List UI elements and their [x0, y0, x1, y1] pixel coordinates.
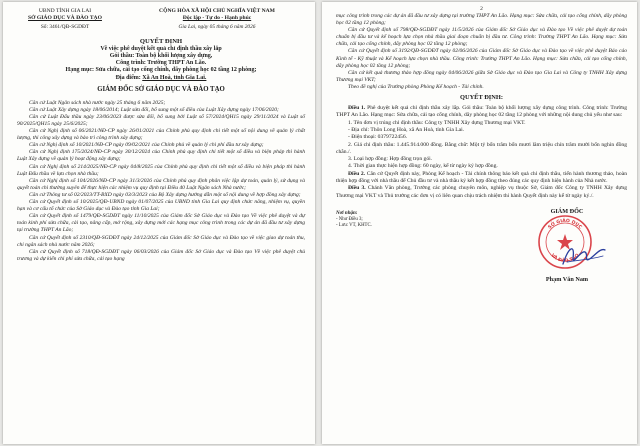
signer-name: Phạm Văn Nam	[545, 275, 589, 283]
legal-basis: Căn cứ Quyết định số 718/QĐ-SGDĐT ngày 06/03/2026 của Giám đốc Sở Giáo dục và Đào tạo Về việc phê duyệt chủ trương và dự kiến chi phí sửa chữa, cải tạo hạng	[17, 248, 305, 262]
national-motto: Độc lập - Tự do - Hạnh phúc	[182, 15, 252, 21]
legal-basis: Căn cứ Quyết định số 10/2025/QĐ-UBND ngày 01/07/2025 của UBND tỉnh Gia Lai quy định chức năng, nhiệm vụ, quyền hạn và cơ cấu tổ chức của Sở Giáo dục và Đào tạo tỉnh Gia Lai;	[17, 199, 305, 213]
article-1-text: Phê duyệt kết quả chỉ định thầu xây lắp. Gói thầu: Toàn bộ khối lượng xây dựng công trình. Công trình: Trường THPT An Lão. Hạng mục: Sửa chữa, cải tạo cổng chính, dãy phòng học 02 tầng 12 phòng với những nội dung chủ yếu như sau:	[336, 105, 628, 119]
legal-basis: Căn cứ Nghị định số 104/2026/NĐ-CP ngày 31/3/2026 của Chính phủ quy định phân việc lập dự toán, quản lý, sử dụng và quyết toán chi thường xuyên để thực hiện các nhiệm vụ quy định tại Điều 40 Luật Ngân sách Nhà nước;	[17, 177, 305, 191]
legal-basis: Căn cứ Luật Đấu thầu ngày 23/06/2023 được sửa đổi, bổ sung bởi Luật số 57/2024/QH15 ngày 29/11/2024 và Luật số 90/2025/QH15 ngày 25/6/2025;	[17, 113, 305, 127]
document-page-1	[3, 2, 315, 444]
article-3-label: Điều 3.	[348, 185, 366, 192]
article-2-text: Căn cứ Quyết định này, Phòng Kế hoạch - Tài chính thông báo kết quả chỉ định thầu, tiến hành thương thảo, hoàn thiện hợp đồng với nhà thầu để Chủ đầu tư và nhà thầu ký kết hợp đồng theo đúng các quy định hiện hành của Nhà nước.	[336, 170, 627, 184]
legal-basis: mục công trình trong các dự án đã đầu tư xây dựng tại trường THPT An Lão. Hạng mục: Sửa chữa, cải tạo cổng chính, dãy phòng học 02 tầng 12 phòng;	[336, 13, 627, 27]
location-value: Xã An Hoà, tỉnh Gia Lai.	[142, 74, 207, 81]
legal-basis: Căn cứ Luật Xây dựng ngày 18/06/2014; Luật sửa đổi, bổ sung một số điều của Luật Xây dựng ngày 17/06/2020;	[29, 106, 279, 113]
decision-subtitle: Về việc phê duyệt kết quả chỉ định thầu xây lắp	[100, 45, 222, 52]
issuer-block	[17, 8, 113, 22]
legal-basis: Căn cứ Quyết định số 3192/QĐ-SGDĐT ngày 02/06/2026 của Giám đốc Sở Giáo dục và Đào tạo về việc phê duyệt Báo cáo Kinh tế - Kỹ thuật và Kế hoạch lựa chọn nhà thầu. Công trình: Trường THPT An Lão. Hạng mục: Sửa chữa, cải tạo cổng chính, dãy phòng học 02 tầng 12 phòng;	[336, 48, 627, 69]
recipients-block	[336, 208, 456, 296]
issuing-authority: GIÁM ĐỐC SỞ GIÁO DỤC VÀ ĐÀO TẠO	[97, 85, 225, 93]
legal-basis: Căn cứ Quyết định số 798/QĐ-SGDĐT ngày 11/5/2026 của Giám đốc Sở Giáo dục và Đào tạo Về việc phê duyệt dự toán chuẩn bị đầu tư và kế hoạch lựa chọn nhà thầu giai đoạn chuẩn bị đầu tư. Công trình: Trường THPT An Lão. Hạng mục: Sửa chữa, cải tạo cổng chính, dãy phòng học 02 tầng 12 phòng;	[336, 27, 627, 48]
legal-bases-continued	[336, 13, 627, 91]
signature-block	[507, 208, 627, 296]
article-1-item: 4. Thời gian thực hiện hợp đồng: 60 ngày, kể từ ngày ký hợp đồng.	[348, 163, 498, 170]
legal-basis: Căn cứ Nghị định số 10/2021/NĐ-CP ngày 09/02/2021 của Chính phủ về quản lý chi phí đầu tư xây dựng;	[29, 142, 264, 149]
article-1-item: 2. Giá chỉ định thầu: 1.445.914.000 đồng. Bằng chữ: Một tỷ bốn trăm bốn mươi lăm triệu chín trăm mười bốn nghìn đồng chẵn./.	[336, 141, 627, 155]
legal-basis: Căn cứ Nghị định số 214/2025/NĐ-CP ngày 04/8/2025 của Chính phủ quy định chi tiết một số điều và biện pháp thi hành Luật Đấu thầu về lựa chọn nhà thầu;	[17, 163, 305, 177]
location-label: Địa điểm:	[115, 74, 143, 81]
legal-basis: Căn cứ Luật Ngân sách nhà nước ngày 25 tháng 6 năm 2025;	[29, 99, 166, 106]
place-date: Gia Lai, ngày 05 tháng 6 năm 2026	[178, 24, 256, 30]
package-info	[31, 53, 291, 82]
article-1-item: - Điện thoại: 0379722456.	[348, 134, 408, 141]
legal-basis: Căn cứ Nghị định số 06/2021/NĐ-CP ngày 26/01/2021 của Chính phủ quy định chi tiết một số nội dung về quản lý chất lượng, thi công xây dựng và bảo trì công trình xây dựng;	[17, 128, 305, 142]
legal-bases	[17, 100, 305, 263]
handwritten-signature	[559, 238, 609, 272]
country-name: CỘNG HÒA XÃ HỘI CHỦ NGHĨA VIỆT NAM	[159, 8, 275, 14]
document-subheader	[17, 24, 305, 31]
legal-basis: Căn cứ kết quả thương thảo hợp đồng ngày 04/06/2026 giữa Sở Giáo dục và Đào tạo Gia Lai và Công ty TNHH Xây dựng Thương mại VKT;	[336, 69, 627, 83]
legal-basis: Căn cứ Thông tư số 02/2023/TT-BXD ngày 03/3/2023 của Bộ Xây dựng hướng dẫn một số nội dung về hợp đồng xây dựng;	[29, 191, 301, 198]
issuer-parent: UBND TỈNH GIA LAI	[38, 8, 92, 14]
seal-text-top: SỞ GIÁO DỤC	[547, 218, 583, 231]
legal-basis: Căn cứ Quyết định số 2310/QĐ-SGDĐT ngày 24/12/2025 của Giám đốc Sở Giáo dục và Đào tạo về việc giao dự toán thu, chi ngân sách nhà nước năm 2026;	[17, 234, 305, 248]
article-3	[336, 185, 627, 200]
article-2	[336, 171, 627, 186]
recipient-item: - Như Điều 3;	[336, 217, 363, 223]
items-line: Hạng mục: Sửa chữa, cải tạo cổng chính, dãy phòng học 02 tầng 12 phòng;	[65, 67, 257, 74]
project-line: Công trình: Trường THPT An Lão.	[115, 60, 207, 67]
article-1-item: 3. Loại hợp đồng: Hợp đồng trọn gói.	[348, 156, 433, 163]
location-line	[31, 75, 291, 82]
article-1-label: Điều 1.	[348, 105, 366, 112]
document-header	[17, 8, 305, 22]
article-1-item: 1. Tên đơn vị trúng chỉ định thầu: Công ty TNHH Xây dựng Thương mại VKT.	[348, 119, 526, 126]
issuer-name: SỞ GIÁO DỤC VÀ ĐÀO TẠO	[28, 15, 102, 21]
article-1-item: - Địa chỉ: Thôn Long Hoà, xã An Hoà, tỉnh Gia Lai.	[348, 126, 465, 133]
decision-title: QUYẾT ĐỊNH	[139, 38, 183, 45]
proposal-basis: Theo đề nghị của Trưởng phòng Phòng Kế hoạch - Tài chính.	[348, 83, 484, 90]
document-footer	[336, 208, 627, 296]
document-number: Số: 3461/QĐ-SGDĐT	[40, 24, 90, 30]
signer-title: GIÁM ĐỐC	[550, 207, 584, 215]
document-page-2	[322, 2, 637, 444]
decides-heading: QUYẾT ĐỊNH:	[459, 94, 504, 102]
seal-text-bottom: VÀ ĐÀO TẠO	[549, 253, 581, 264]
article-3-text: Chánh Văn phòng, Trưởng các phòng chuyên môn, nghiệp vụ thuộc Sở, Giám đốc Công ty TNHH Xây dựng Thương mại VKT và Thủ trưởng các đơn vị có liên quan chịu trách nhiệm thi hành Quyết định này kể từ ngày ký./.	[336, 185, 628, 199]
recipients-label: Nơi nhận:	[336, 210, 358, 216]
recipient-item: - Lưu: VT, KHTC.	[336, 223, 372, 229]
national-header	[129, 8, 305, 22]
article-1	[336, 105, 627, 120]
legal-basis: Căn cứ Nghị định 175/2024/NĐ-CP ngày 30/12/2024 của Chính phủ quy định chi tiết một số điều và biện pháp thi hành Luật Xây dựng về quản lý hoạt động xây dựng;	[17, 149, 305, 163]
page-number: 2	[480, 6, 483, 12]
package-line: Gói thầu: Toàn bộ khối lượng xây dựng,	[109, 52, 213, 59]
article-2-label: Điều 2.	[348, 170, 366, 177]
legal-basis: Căn cứ Quyết định số 1479/QĐ-SGDĐT ngày 11/10/2025 của Giám đốc Sở Giáo dục và Đào tạo Về việc phê duyệt và dự toán kinh phí sửa chữa, cải tạo, nâng cấp, mở rộng, xây dựng mới các hạng mục công trình trong các dự án đã đầu tư xây dựng tại trường THPT An Lão;	[17, 213, 305, 234]
